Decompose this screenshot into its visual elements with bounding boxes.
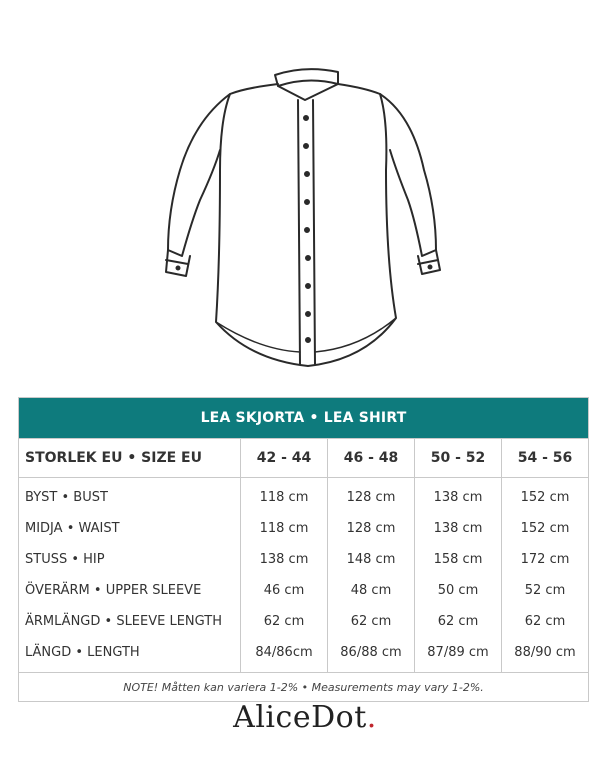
row-label: ÖVERÄRM • UPPER SLEEVE — [19, 575, 241, 606]
cell-value: 62 cm — [241, 606, 328, 637]
cell-value: 172 cm — [502, 544, 589, 575]
cell-value: 46 cm — [241, 575, 328, 606]
row-label: MIDJA • WAIST — [19, 513, 241, 544]
cell-value: 152 cm — [502, 478, 589, 514]
size-header: 46 - 48 — [328, 439, 415, 478]
cell-value: 62 cm — [415, 606, 502, 637]
shirt-sketch-icon — [150, 60, 460, 380]
cell-value: 88/90 cm — [502, 637, 589, 673]
logo-dot: . — [366, 700, 377, 735]
table-row — [19, 606, 589, 637]
cell-value: 128 cm — [328, 513, 415, 544]
measurement-note: NOTE! Måtten kan variera 1-2% • Measurements may vary 1-2%. — [19, 673, 589, 702]
cell-value: 138 cm — [415, 513, 502, 544]
cell-value: 118 cm — [241, 513, 328, 544]
cell-value: 86/88 cm — [328, 637, 415, 673]
table-row — [19, 637, 589, 673]
table-row — [19, 513, 589, 544]
table-row — [19, 544, 589, 575]
cell-value: 62 cm — [502, 606, 589, 637]
table-row — [19, 575, 589, 606]
row-label: STUSS • HIP — [19, 544, 241, 575]
cell-value: 118 cm — [241, 478, 328, 514]
cell-value: 152 cm — [502, 513, 589, 544]
cell-value: 128 cm — [328, 478, 415, 514]
cell-value: 52 cm — [502, 575, 589, 606]
header-label: STORLEK EU • SIZE EU — [19, 439, 241, 478]
cell-value: 138 cm — [415, 478, 502, 514]
logo-text: AliceDot — [233, 700, 367, 735]
cell-value: 50 cm — [415, 575, 502, 606]
table-row — [19, 478, 589, 514]
cell-value: 138 cm — [241, 544, 328, 575]
cell-value: 148 cm — [328, 544, 415, 575]
row-label: LÄNGD • LENGTH — [19, 637, 241, 673]
size-header: 42 - 44 — [241, 439, 328, 478]
size-header: 50 - 52 — [415, 439, 502, 478]
brand-logo — [0, 700, 610, 735]
table-header-row — [19, 439, 589, 478]
size-chart-table — [18, 397, 589, 702]
cell-value: 48 cm — [328, 575, 415, 606]
cell-value: 158 cm — [415, 544, 502, 575]
row-label: ÄRMLÄNGD • SLEEVE LENGTH — [19, 606, 241, 637]
cell-value: 62 cm — [328, 606, 415, 637]
cell-value: 87/89 cm — [415, 637, 502, 673]
row-label: BYST • BUST — [19, 478, 241, 514]
size-header: 54 - 56 — [502, 439, 589, 478]
table-title: LEA SKJORTA • LEA SHIRT — [19, 398, 589, 439]
cell-value: 84/86cm — [241, 637, 328, 673]
